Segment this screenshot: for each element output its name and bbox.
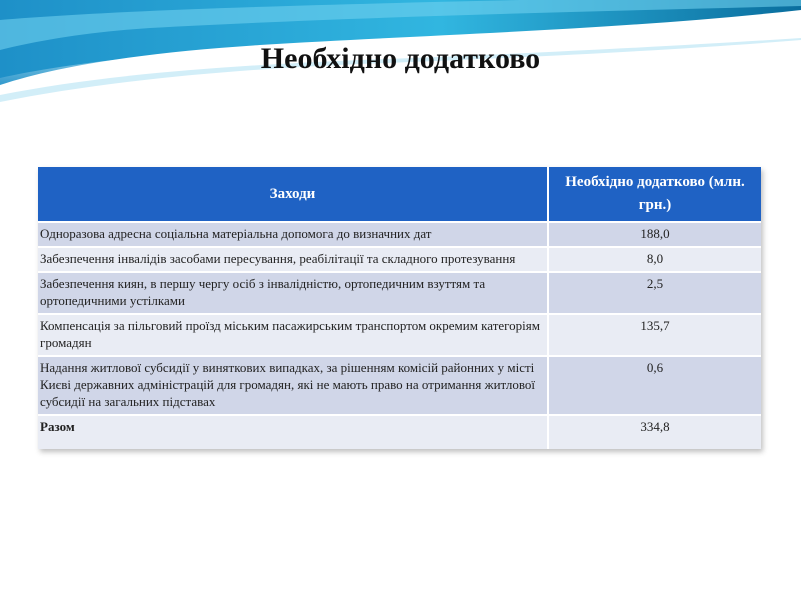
row-value: 188,0: [548, 222, 761, 247]
row-name: Забезпечення інвалідів засобами пересування, реабілітації та складного протезування: [38, 247, 548, 272]
header-amount: Необхідно додатково (млн. грн.): [548, 167, 761, 222]
row-name: Одноразова адресна соціальна матеріальна допомога до визначних дат: [38, 222, 548, 247]
table-row: [38, 314, 761, 356]
row-value: 135,7: [548, 314, 761, 356]
row-name: Компенсація за пільговий проїзд міським пасажирським транспортом окремим категоріям громадян: [38, 314, 548, 356]
page-title: Необхідно додатково: [260, 42, 541, 75]
table-row: [38, 222, 761, 247]
total-label: Разом: [38, 415, 548, 449]
header-measures: Заходи: [38, 167, 548, 222]
total-row: [38, 415, 761, 449]
table-row: [38, 272, 761, 314]
row-name: Забезпечення киян, в першу чергу осіб з інвалідністю, ортопедичним взуттям та ортопедичними устілками: [38, 272, 548, 314]
row-value: 8,0: [548, 247, 761, 272]
table-header-row: [38, 167, 761, 222]
row-value: 0,6: [548, 356, 761, 415]
row-value: 2,5: [548, 272, 761, 314]
data-table: [38, 167, 761, 449]
total-value: 334,8: [548, 415, 761, 449]
table-row: [38, 247, 761, 272]
table-row: [38, 356, 761, 415]
row-name: Надання житлової субсидії у виняткових випадках, за рішенням комісій районних у місті Києві державних адміністрацій для громадян, які не мають право на отримання житлової субсидії на загальних підставах: [38, 356, 548, 415]
